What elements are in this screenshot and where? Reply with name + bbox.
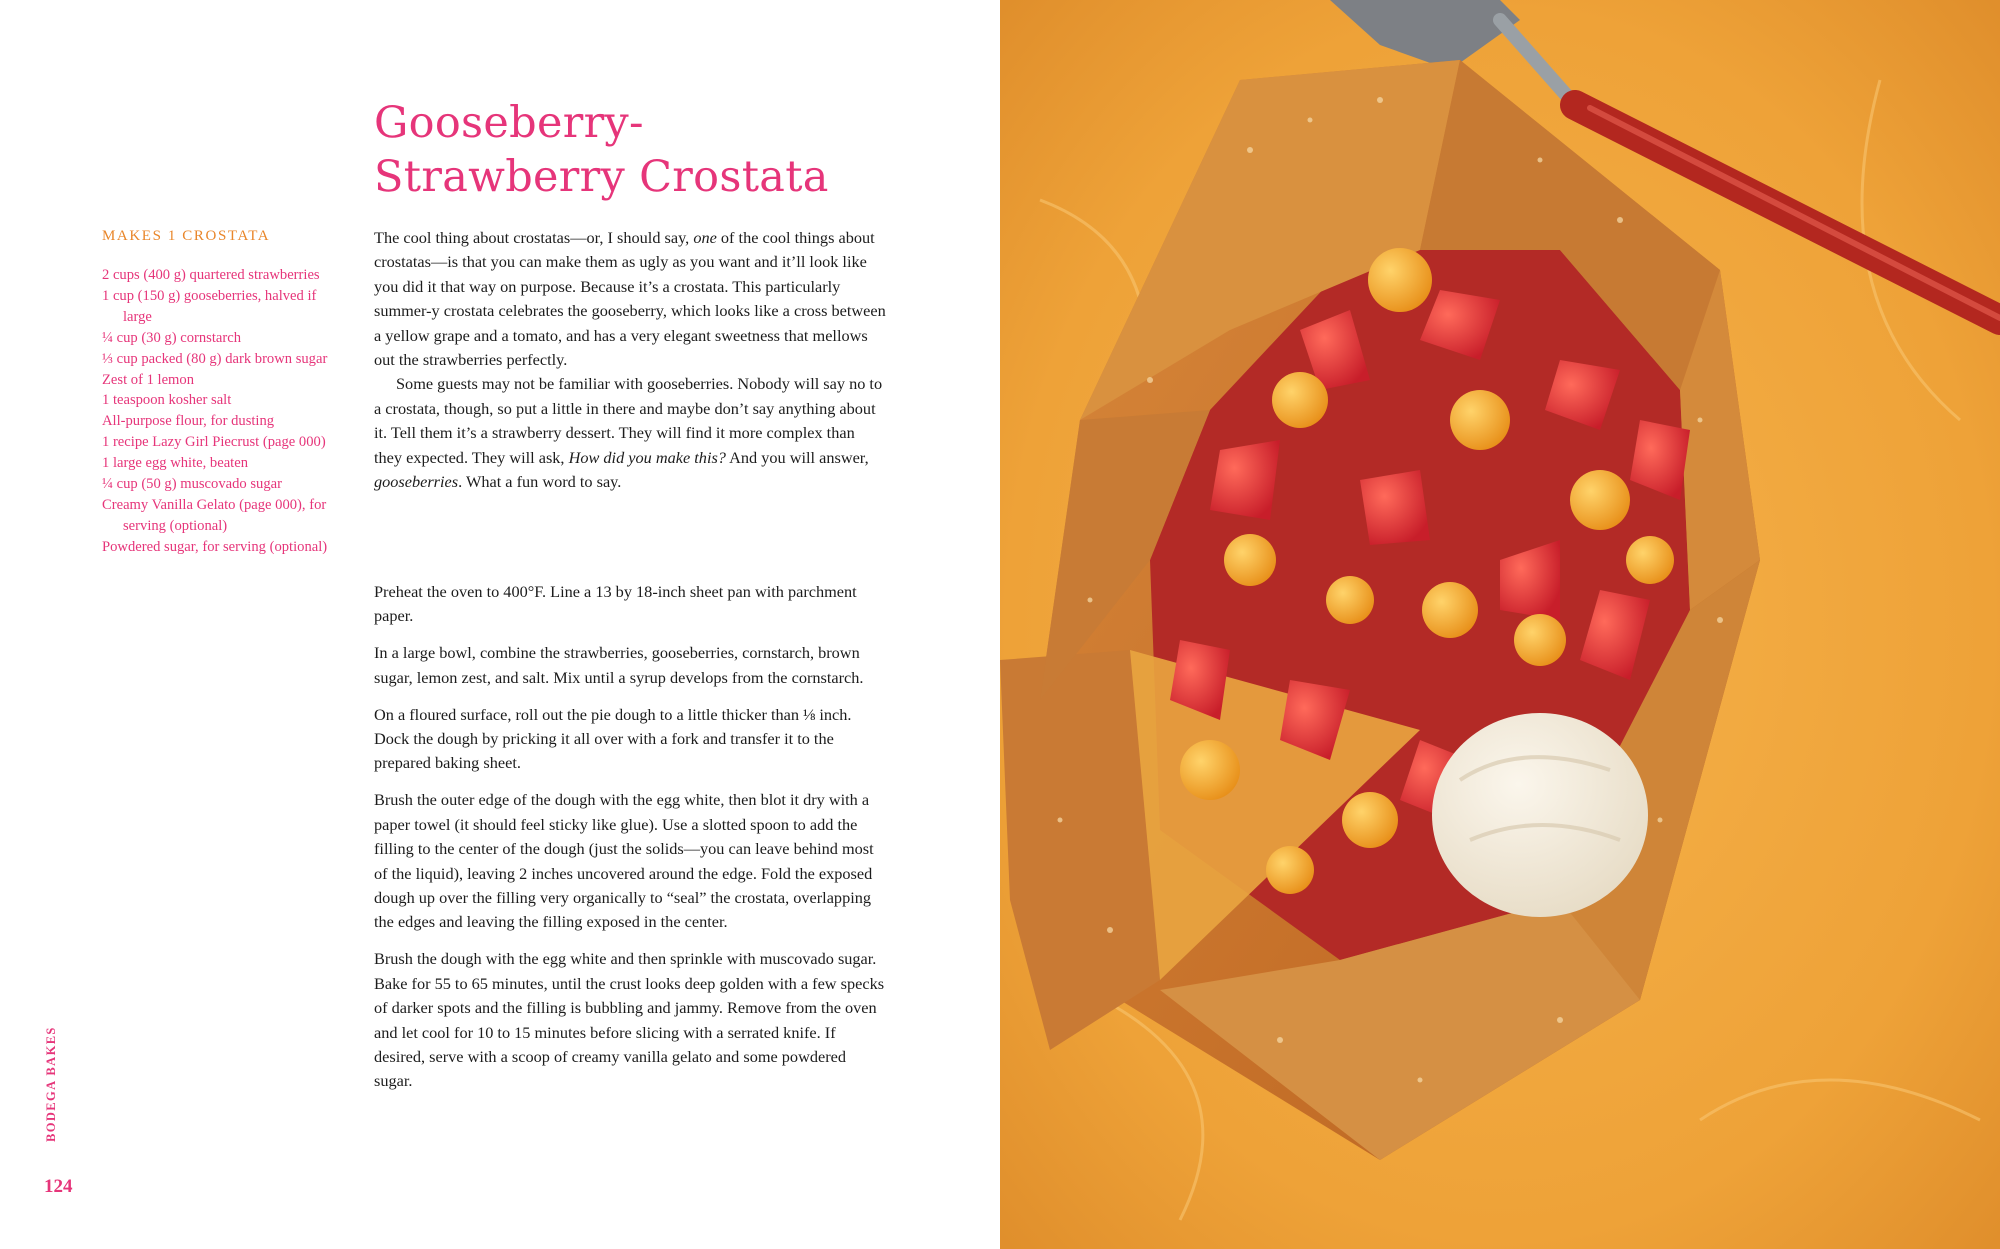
ingredient-item: Zest of 1 lemon: [102, 371, 195, 388]
headnote-emphasis: How did you make this?: [568, 447, 726, 467]
ingredient-item: 1 recipe Lazy Girl Piecrust (page 000): [102, 434, 326, 451]
recipe-title-line-1: Gooseberry-: [374, 98, 644, 148]
ingredient-item: 1 cup (150 g) gooseberries, halved if large: [102, 287, 317, 325]
ingredient-item: Powdered sugar, for serving (optional): [102, 538, 328, 555]
recipe-method: [374, 580, 886, 1106]
method-step: On a floured surface, roll out the pie dough to a little thicker than ⅛ inch. Dock the dough by pricking it all over with a fork and transfer it to the prepared baking sheet.: [374, 704, 852, 773]
headnote-paragraph-2: [374, 372, 886, 494]
ingredient-item: Creamy Vanilla Gelato (page 000), for serving (optional): [102, 496, 327, 534]
gelato-scoop: [1432, 713, 1648, 917]
headnote-text: Some guests may not be familiar with gooseberries. Nobody will say no to a crostata, though, so put a little in there and maybe don’t say anything about it. Tell them it’s a strawberry dessert. They will find it more complex than they expected. They will ask,: [374, 374, 883, 467]
ingredient-item: ⅓ cup packed (80 g) dark brown sugar: [102, 350, 328, 367]
ingredient-item: ¼ cup (50 g) muscovado sugar: [102, 476, 282, 493]
recipe-title-line-2: Strawberry Crostata: [374, 152, 829, 202]
headnote-emphasis: gooseberries: [374, 472, 459, 492]
method-step: Preheat the oven to 400°F. Line a 13 by 18-inch sheet pan with parchment paper.: [374, 582, 857, 626]
method-step: Brush the outer edge of the dough with the egg white, then blot it dry with a paper towel (it should feel sticky like glue). Use a slotted spoon to add the filling to the center of the dough (just the solids—you can leave behind most of the liquid), leaving 2 inches uncovered around the edge. Fold the exposed dough up over the filling very organically to “seal” the crostata, overlapping the edges and leaving the filling exposed in the center.: [374, 790, 874, 932]
book-title: BODEGA BAKES: [44, 1026, 58, 1142]
recipe-title: [374, 96, 934, 204]
headnote-emphasis: one: [693, 228, 717, 247]
crostata-photo: [1000, 0, 2000, 1249]
recipe-headnote: [374, 226, 886, 494]
recipe-yield: MAKES 1 CROSTATA: [102, 228, 271, 244]
ingredient-item: 1 large egg white, beaten: [102, 455, 249, 472]
ingredient-item: All-purpose flour, for dusting: [102, 413, 275, 430]
ingredient-item: 1 teaspoon kosher salt: [102, 392, 232, 409]
page-number: 124: [44, 1176, 73, 1197]
running-head: [44, 1026, 60, 1142]
ingredient-item: 2 cups (400 g) quartered strawberries: [102, 267, 320, 283]
headnote-paragraph-1: [374, 226, 886, 372]
headnote-text: The cool thing about crostatas—or, I should say,: [374, 228, 694, 247]
ingredient-item: ¼ cup (30 g) cornstarch: [102, 329, 241, 346]
method-step: Brush the dough with the egg white and then sprinkle with muscovado sugar. Bake for 55 to 65 minutes, until the crust looks deep golden with a few specks of darker spots and the filling is bubbling and jammy. Remove from the oven and let cool for 10 to 15 minutes before slicing with a serrated knife. If desired, serve with a scoop of creamy vanilla gelato and some powdered sugar.: [374, 949, 885, 1091]
headnote-text: . What a fun word to say.: [458, 472, 622, 492]
headnote-text: of the cool things about crostatas—is that you can make them as ugly as you want and it’ll look like you did it that way on purpose. Because it’s a crostata. This particularly summer-y crostata celebrates the gooseberry, which looks like a cross between a yellow grape and a tomato, and has a very elegant sweetness that mellows out the strawberries perfectly.: [374, 228, 886, 370]
ingredient-list: [102, 265, 342, 558]
headnote-text: And you will answer,: [725, 447, 869, 467]
method-step: In a large bowl, combine the strawberries, gooseberries, cornstarch, brown sugar, lemon zest, and salt. Mix until a syrup develops from the cornstarch.: [374, 643, 864, 687]
